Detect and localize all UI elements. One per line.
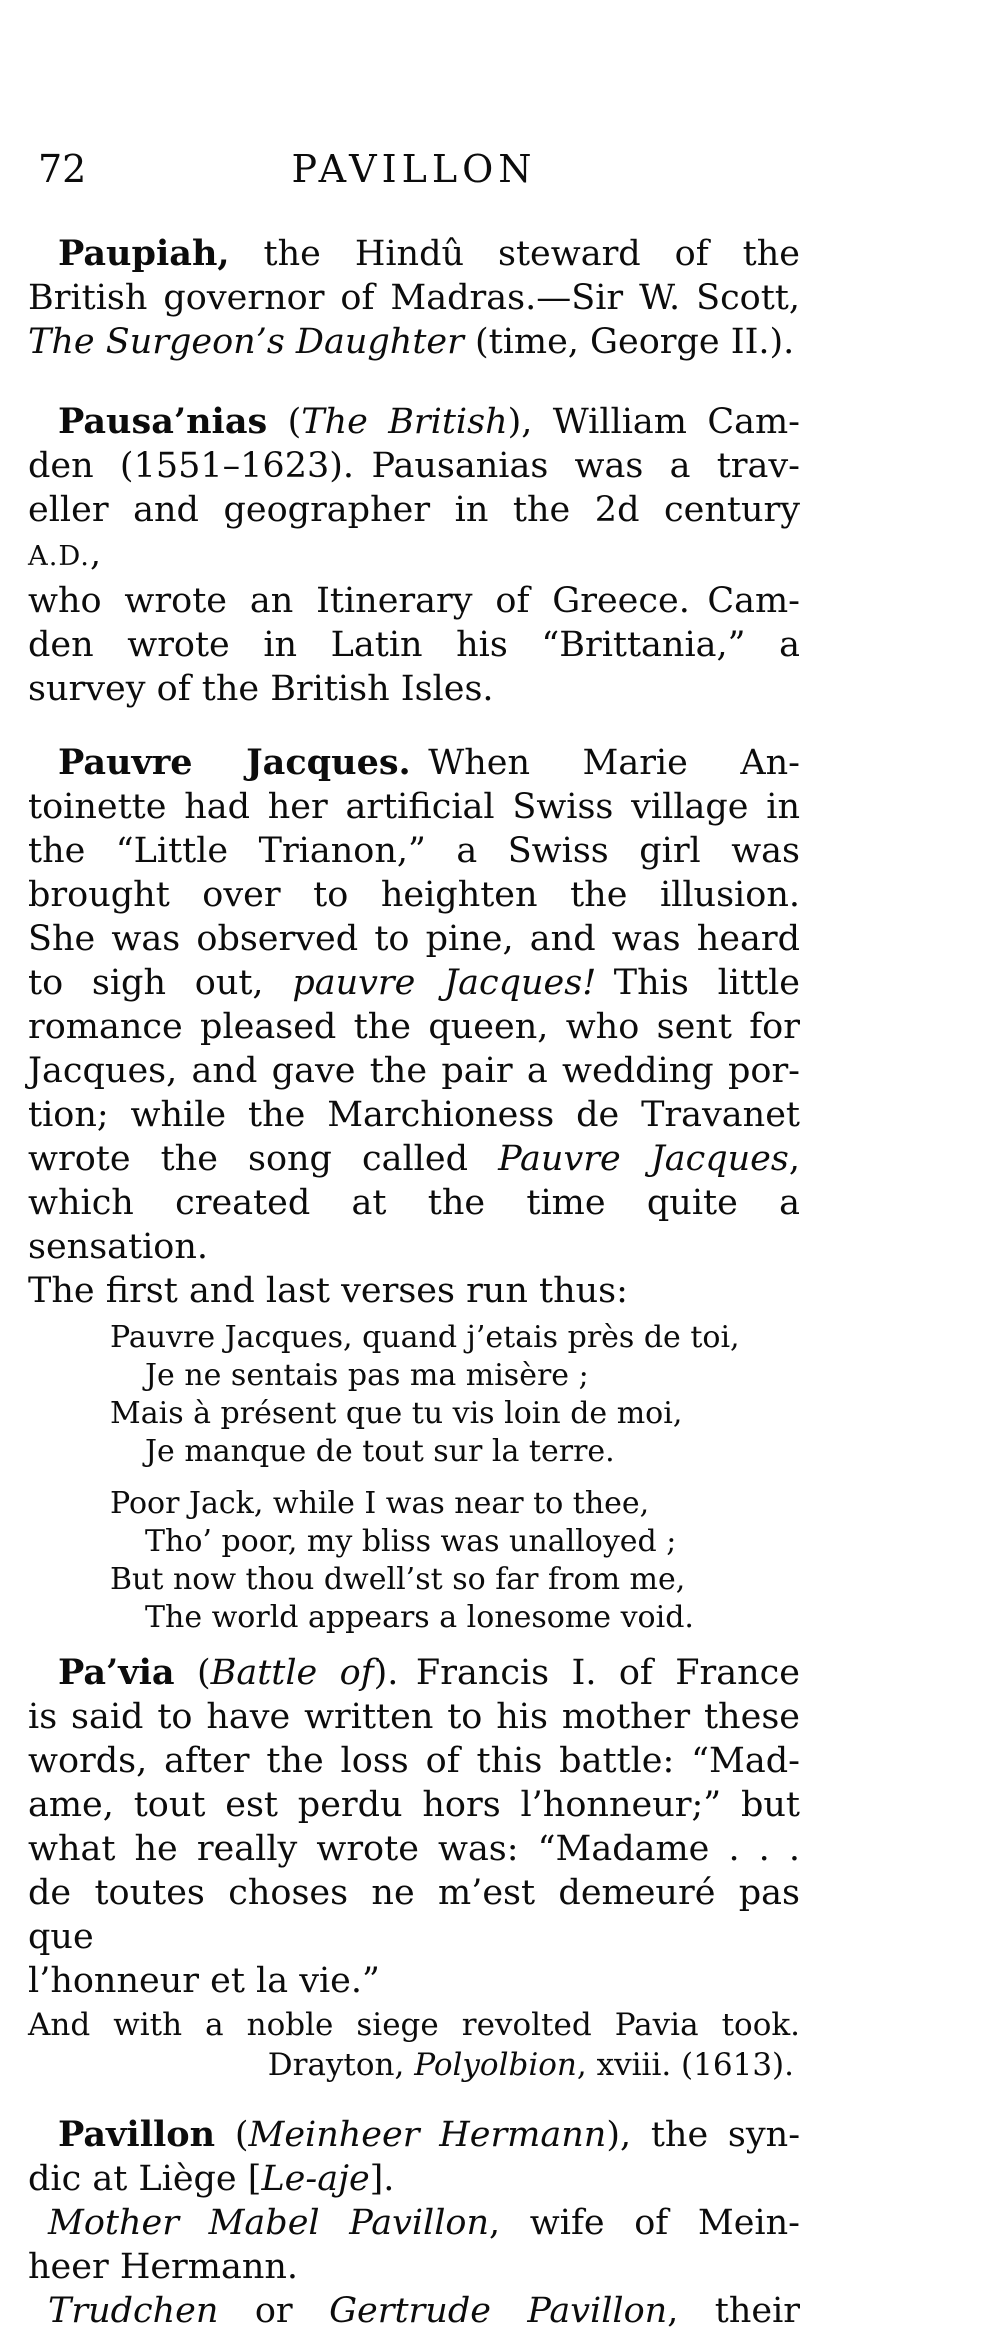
text-line: tion; while the Marchioness de Travanet bbox=[28, 1095, 800, 1135]
text-line: The first and last verses run thus: bbox=[28, 1271, 628, 1311]
verse-line: Je manque de tout sur la terre. bbox=[145, 1434, 615, 1469]
text-line: l’honneur et la vie.” bbox=[28, 1961, 380, 2001]
verse-line: Pauvre Jacques, quand j’etais près de toi, bbox=[110, 1320, 740, 1355]
entry-pavia bbox=[28, 1651, 800, 2003]
text-line: Pauvre Jacques. When Marie An- bbox=[58, 742, 800, 783]
text-line: Pausa’nias (The British), William Cam- bbox=[58, 401, 800, 442]
verse-line: Poor Jack, while I was near to thee, bbox=[110, 1486, 650, 1521]
entry-pavillon bbox=[28, 2113, 800, 2333]
entry-pauvre-jacques bbox=[28, 741, 800, 1313]
text-line: ame, tout est perdu hors l’honneur;” but bbox=[28, 1785, 800, 1825]
text-line: romance pleased the queen, who sent for bbox=[28, 1007, 800, 1047]
running-title: PAVILLON bbox=[291, 147, 537, 191]
citation-attribution: Drayton, Polyolbion, xviii. (1613). bbox=[267, 2047, 794, 2083]
page-number: 72 bbox=[38, 147, 87, 191]
text-line: dic at Liège [Le-aje]. bbox=[28, 2159, 395, 2199]
text-line: the “Little Trianon,” a Swiss girl was bbox=[28, 831, 800, 871]
verse-english bbox=[28, 1485, 800, 1637]
text-line: what he really wrote was: “Madame . . . bbox=[28, 1829, 800, 1869]
text-line: Pa’via (Battle of). Francis I. of France bbox=[58, 1652, 800, 1693]
citation-line: And with a noble siege revolted Pavia took. bbox=[28, 2007, 800, 2043]
text-line: words, after the loss of this battle: “Mad- bbox=[28, 1741, 800, 1781]
text-line: survey of the British Isles. bbox=[28, 669, 494, 709]
text-line: de toutes choses ne m’est demeuré pas que bbox=[28, 1873, 800, 1957]
text-line: which created at the time quite a sensation. bbox=[28, 1183, 800, 1267]
text-line: den wrote in Latin his “Brittania,” a bbox=[28, 625, 800, 665]
verse-line: But now thou dwell’st so far from me, bbox=[110, 1562, 686, 1597]
verse-line: Mais à présent que tu vis loin de moi, bbox=[110, 1396, 683, 1431]
text-line: Trudchen or Gertrude Pavillon, their bbox=[48, 2291, 801, 2331]
text-line: eller and geographer in the 2d century A.D., bbox=[28, 490, 800, 574]
text-line: brought over to heighten the illusion. bbox=[28, 875, 800, 915]
verse-french bbox=[28, 1319, 800, 1471]
text-line: She was observed to pine, and was heard bbox=[28, 919, 800, 959]
text-line: Mother Mabel Pavillon, wife of Mein- bbox=[48, 2203, 800, 2243]
verse-line: Je ne sentais pas ma misère ; bbox=[145, 1358, 589, 1393]
text-line: Paupiah, the Hindû steward of the bbox=[58, 233, 800, 274]
entry-paupiah bbox=[28, 232, 800, 364]
text-line: Pavillon (Meinheer Hermann), the syn- bbox=[58, 2114, 801, 2155]
verse-line: The world appears a lonesome void. bbox=[145, 1600, 694, 1635]
text-line: toinette had her artificial Swiss village in bbox=[28, 787, 800, 827]
text-line: heer Hermann. bbox=[28, 2247, 299, 2287]
verse-line: Tho’ poor, my bliss was unalloyed ; bbox=[145, 1524, 677, 1559]
text-line: to sigh out, pauvre Jacques! This little bbox=[28, 963, 801, 1003]
citation-couplet bbox=[28, 2005, 800, 2085]
text-line: den (1551–1623). Pausanias was a trav- bbox=[28, 446, 800, 486]
text-line: wrote the song called Pauvre Jacques, bbox=[28, 1139, 800, 1179]
text-line: who wrote an Itinerary of Greece. Cam- bbox=[28, 581, 800, 621]
text-line: The Surgeon’s Daughter (time, George II.). bbox=[28, 322, 795, 362]
page-header bbox=[28, 146, 800, 192]
entry-pausanias bbox=[28, 400, 800, 711]
text-line: is said to have written to his mother these bbox=[28, 1697, 800, 1737]
text-line: Jacques, and gave the pair a wedding por- bbox=[28, 1051, 800, 1091]
page-content bbox=[28, 0, 800, 2333]
text-line: British governor of Madras.—Sir W. Scott, bbox=[28, 278, 800, 318]
